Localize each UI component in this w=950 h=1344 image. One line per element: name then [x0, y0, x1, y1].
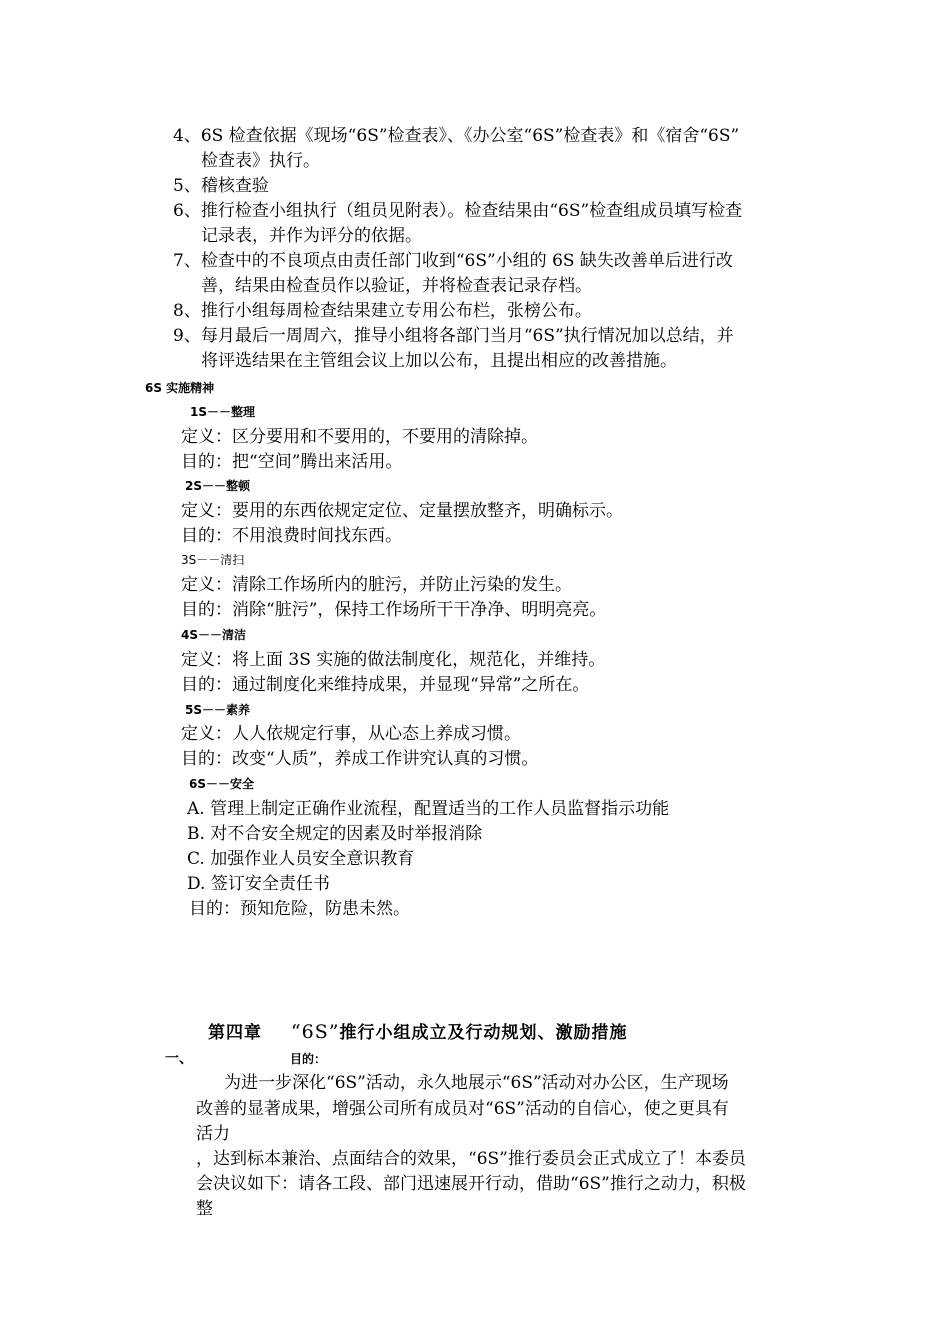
list-item-4-line1: 4、6S 检查依据《现场“6S”检查表》、《办公室“6S”检查表》和《宿舍“6S”	[173, 126, 740, 146]
list-item-4-line2: 检查表》执行。	[201, 151, 320, 171]
s2-title: 2S－－整顿	[185, 479, 250, 493]
section-number: 一、	[165, 1051, 193, 1067]
s2-goal: 目的：不用浪费时间找东西。	[181, 526, 402, 546]
paragraph-line-2: 改善的显著成果，增强公司所有成员对“6S”活动的自信心，使之更具有	[196, 1099, 729, 1119]
s4-goal: 目的：通过制度化来维持成果，并显现“异常”之所在。	[181, 675, 590, 695]
s1-definition: 定义：区分要用和不要用的，不要用的清除掉。	[181, 427, 538, 447]
s5-definition: 定义：人人依规定行事，从心态上养成习惯。	[181, 724, 521, 744]
s3-title: 3S－－清扫	[181, 553, 245, 567]
section-label: 目的：	[290, 1052, 327, 1066]
s6-item-d: D. 签订安全责任书	[187, 874, 330, 894]
paragraph-line-6: 整	[196, 1199, 213, 1219]
s6-title: 6S－－安全	[189, 777, 254, 791]
paragraph-line-1: 为进一步深化“6S”活动，永久地展示“6S”活动对办公区，生产现场	[224, 1073, 729, 1093]
paragraph-line-4: ，达到标本兼治、点面结合的效果，“6S”推行委员会正式成立了！本委员	[196, 1149, 746, 1169]
s3-definition: 定义：清除工作场所内的脏污，并防止污染的发生。	[181, 575, 572, 595]
s5-title: 5S－－素养	[185, 703, 250, 717]
list-item-5: 5、稽核查验	[173, 176, 269, 196]
list-item-9-line1: 9、每月最后一周周六，推导小组将各部门当月“6S”执行情况加以总结，并	[173, 326, 734, 346]
chapter-quoted: “6S”	[290, 1021, 340, 1043]
s3-goal: 目的：消除“脏污”，保持工作场所干干净净、明明亮亮。	[181, 600, 607, 620]
s4-definition: 定义：将上面 3S 实施的做法制度化，规范化，并维持。	[181, 650, 606, 670]
s6-item-a: A. 管理上制定正确作业流程，配置适当的工作人员监督指示功能	[187, 799, 670, 819]
paragraph-line-5: 会决议如下：请各工段、部门迅速展开行动，借助“6S”推行之动力，积极	[196, 1174, 746, 1194]
s1-goal: 目的：把“空间”腾出来活用。	[181, 452, 403, 472]
list-item-7-line1: 7、检查中的不良项点由责任部门收到“6S”小组的 6S 缺失改善单后进行改	[173, 251, 733, 271]
paragraph-line-3: 活力	[196, 1124, 230, 1144]
list-item-7-line2: 善，结果由检查员作以验证，并将检查表记录存档。	[201, 276, 592, 296]
list-item-8: 8、推行小组每周检查结果建立专用公布栏，张榜公布。	[173, 301, 592, 321]
s6-goal: 目的：预知危险，防患未然。	[189, 899, 410, 919]
spirit-heading: 6S 实施精神	[145, 381, 215, 395]
chapter-title	[208, 1021, 627, 1044]
list-item-9-line2: 将评选结果在主管组会议上加以公布，且提出相应的改善措施。	[201, 351, 677, 371]
s5-goal: 目的：改变“人质”，养成工作讲究认真的习惯。	[181, 749, 539, 769]
chapter-prefix: 第四章	[208, 1023, 262, 1043]
s6-item-c: C. 加强作业人员安全意识教育	[187, 849, 415, 869]
s1-title: 1S－－整理	[190, 405, 255, 419]
list-item-6-line1: 6、推行检查小组执行（组员见附表）。检查结果由“6S”检查组成员填写检查	[173, 201, 743, 221]
s4-title: 4S－－清洁	[181, 628, 246, 642]
s2-definition: 定义：要用的东西依规定定位、定量摆放整齐，明确标示。	[181, 501, 623, 521]
chapter-rest: 推行小组成立及行动规划、激励措施	[339, 1023, 628, 1043]
s6-item-b: B. 对不合安全规定的因素及时举报消除	[187, 824, 483, 844]
list-item-6-line2: 记录表，并作为评分的依据。	[201, 226, 422, 246]
